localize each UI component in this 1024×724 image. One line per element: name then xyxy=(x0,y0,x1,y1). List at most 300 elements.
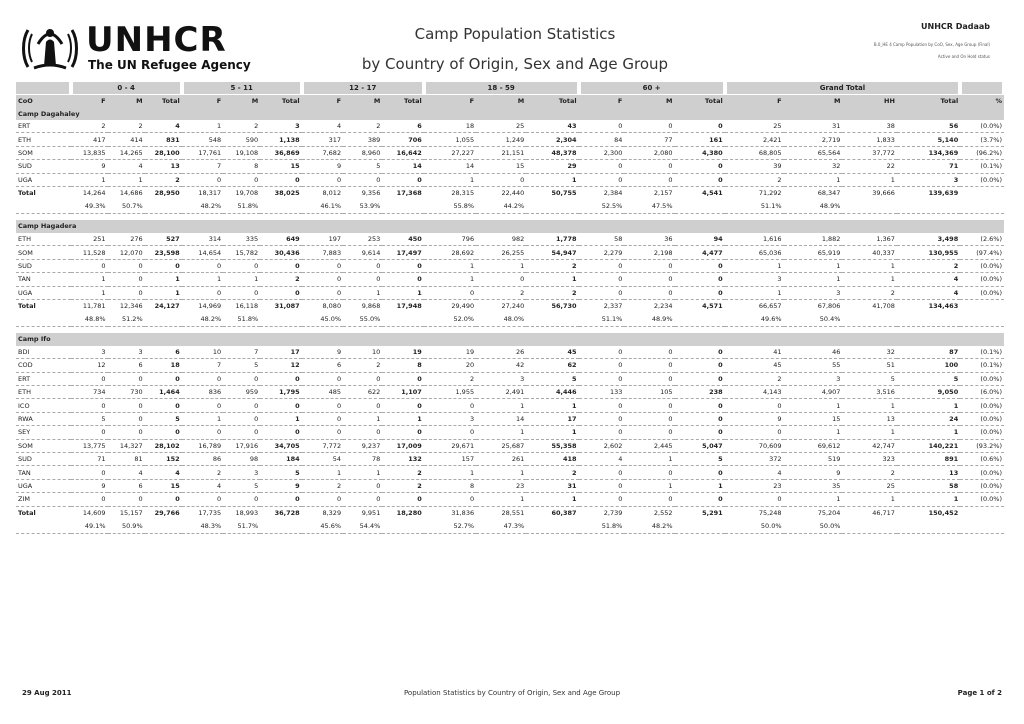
cell-value: 0 xyxy=(579,120,625,133)
percent-value: 44.2% xyxy=(476,200,526,214)
cell-value: 335 xyxy=(223,233,260,246)
cell-value: 1,795 xyxy=(260,386,301,399)
percent-value: 55.0% xyxy=(343,313,382,327)
percent-value: 55.8% xyxy=(424,200,476,214)
cell-value: (0.0%) xyxy=(960,493,1004,506)
cell-value: 0 xyxy=(145,426,182,439)
cell-value: 0 xyxy=(182,399,223,412)
spacer-cell xyxy=(16,533,1004,540)
cell-value: 0 xyxy=(223,259,260,272)
group-grand-total: Grand Total xyxy=(725,82,961,95)
cell-value: 0 xyxy=(302,273,343,286)
cell-value: 0 xyxy=(302,493,343,506)
cell-value: 9 xyxy=(71,479,108,492)
total-value: 28,551 xyxy=(501,509,525,518)
cell-value: 4 xyxy=(897,273,960,286)
cell-value: 3,498 xyxy=(897,233,960,246)
cell-value: 27,227 xyxy=(424,146,476,159)
cell-value: 5 xyxy=(145,412,182,425)
country-code: UGA xyxy=(16,479,71,492)
status-filter: Active and On Hold status xyxy=(937,54,990,59)
cell-value: 0 xyxy=(579,359,625,372)
cell-value: 0 xyxy=(579,160,625,173)
cell-value: 39 xyxy=(725,160,784,173)
cell-value: 0 xyxy=(382,426,423,439)
col-total: Total xyxy=(675,95,725,108)
cell-value: 1 xyxy=(897,399,960,412)
cell-value: 15 xyxy=(476,160,526,173)
total-value: 29,490 xyxy=(451,302,475,311)
cell-value: 15,782 xyxy=(223,246,260,259)
cell-value: 10 xyxy=(343,346,382,359)
cell-value: 1 xyxy=(145,273,182,286)
cell-value: 81 xyxy=(108,453,145,466)
cell-value: 3 xyxy=(71,346,108,359)
cell-value: 21,151 xyxy=(476,146,526,159)
cell-value: 7,883 xyxy=(302,246,343,259)
cell-value: 4 xyxy=(145,120,182,133)
cell-value: 317 xyxy=(302,133,343,146)
country-code: SUD xyxy=(16,259,71,272)
cell-value: 1,138 xyxy=(260,133,301,146)
cell-value: 1 xyxy=(842,173,897,186)
cell-value: 2 xyxy=(343,120,382,133)
total-value: 17,948 xyxy=(396,302,422,311)
cell-value: (0.1%) xyxy=(960,359,1004,372)
percent-value: 49.3% xyxy=(71,200,108,214)
cell-value: 2,491 xyxy=(476,386,526,399)
report-subtitle: by Country of Origin, Sex and Age Group xyxy=(361,55,669,73)
total-value: 5,291 xyxy=(702,509,723,518)
unhcr-emblem-icon xyxy=(20,22,80,72)
cell-value: 1 xyxy=(145,286,182,299)
cell-value: 15 xyxy=(145,479,182,492)
table-row xyxy=(16,233,1004,246)
cell-value: 1 xyxy=(182,412,223,425)
cell-value: 1 xyxy=(526,399,578,412)
cell-value: 0 xyxy=(579,493,625,506)
cell-value: (0.0%) xyxy=(960,173,1004,186)
cell-value: 0 xyxy=(675,493,725,506)
percent-value xyxy=(145,520,182,534)
table-row xyxy=(16,346,1004,359)
col-total: Total xyxy=(260,95,301,108)
cell-value: 0 xyxy=(675,173,725,186)
cell-value: 45 xyxy=(725,359,784,372)
cell-value: 2 xyxy=(526,466,578,479)
cell-value: 32 xyxy=(842,346,897,359)
col-f: F xyxy=(182,95,223,108)
cell-value: 36 xyxy=(624,233,674,246)
group-blank xyxy=(16,82,71,95)
total-value: 14,609 xyxy=(82,509,106,518)
cell-value: 4,477 xyxy=(675,246,725,259)
cell-value: 31 xyxy=(784,120,843,133)
cell-value: 29,671 xyxy=(424,439,476,452)
cell-value: 9,237 xyxy=(343,439,382,452)
total-value: 60,387 xyxy=(551,509,577,518)
cell-value: 1,249 xyxy=(476,133,526,146)
cell-value: 1 xyxy=(424,173,476,186)
percent-value xyxy=(526,200,578,214)
total-value: 28,950 xyxy=(154,189,180,198)
cell-value: 0 xyxy=(675,346,725,359)
group-12-17: 12 - 17 xyxy=(302,82,424,95)
cell-value: 1,464 xyxy=(145,386,182,399)
cell-value: (0.0%) xyxy=(960,466,1004,479)
cell-value: 140,221 xyxy=(897,439,960,452)
cell-value: 45 xyxy=(526,346,578,359)
table-row xyxy=(16,273,1004,286)
cell-value: 0 xyxy=(223,286,260,299)
cell-value: 0 xyxy=(71,259,108,272)
cell-value: 734 xyxy=(71,386,108,399)
report-code: B.0_HE 4 Camp Population by CoO, Sex, Age Group (Final) xyxy=(873,42,990,47)
cell-value: 3 xyxy=(223,466,260,479)
country-code: SUD xyxy=(16,160,71,173)
cell-value: 590 xyxy=(223,133,260,146)
cell-value: 9 xyxy=(302,160,343,173)
cell-value: 46 xyxy=(784,346,843,359)
cell-value: 1 xyxy=(842,273,897,286)
cell-value: 9 xyxy=(71,160,108,173)
cell-value: 1 xyxy=(526,173,578,186)
cell-value: 0 xyxy=(382,259,423,272)
cell-value: 2 xyxy=(526,259,578,272)
country-code: UGA xyxy=(16,286,71,299)
percent-value: 45.6% xyxy=(302,520,343,534)
cell-value: 10 xyxy=(182,346,223,359)
logo-name: UNHCR xyxy=(86,20,227,60)
cell-value: 17,761 xyxy=(182,146,223,159)
cell-value: 36,869 xyxy=(260,146,301,159)
cell-value: 0 xyxy=(260,493,301,506)
cell-value: 238 xyxy=(675,386,725,399)
cell-value: 1 xyxy=(382,286,423,299)
cell-value: 2,421 xyxy=(725,133,784,146)
cell-value: 0 xyxy=(424,286,476,299)
cell-value: 20 xyxy=(424,359,476,372)
cell-value: 9 xyxy=(784,466,843,479)
total-value xyxy=(960,186,1004,200)
cell-value: 5 xyxy=(223,359,260,372)
table-row xyxy=(16,439,1004,452)
cell-value: 3 xyxy=(476,372,526,385)
cell-value: 0 xyxy=(71,399,108,412)
cell-value: 1 xyxy=(842,259,897,272)
cell-value: 1 xyxy=(424,273,476,286)
cell-value: 1 xyxy=(71,286,108,299)
cell-value: 527 xyxy=(145,233,182,246)
cell-value: 5 xyxy=(675,453,725,466)
cell-value: 9,614 xyxy=(343,246,382,259)
cell-value: 8 xyxy=(424,479,476,492)
cell-value: (93.2%) xyxy=(960,439,1004,452)
country-code: SOM xyxy=(16,146,71,159)
cell-value: 7,772 xyxy=(302,439,343,452)
cell-value: 2 xyxy=(343,359,382,372)
country-code: ETH xyxy=(16,133,71,146)
cell-value: 0 xyxy=(725,493,784,506)
total-value: 12,346 xyxy=(119,302,143,311)
cell-value: 0 xyxy=(302,173,343,186)
cell-value: 1 xyxy=(725,259,784,272)
cell-value: 6 xyxy=(108,479,145,492)
country-code: ICO xyxy=(16,399,71,412)
total-value: 56,730 xyxy=(551,302,577,311)
cell-value: 15 xyxy=(260,160,301,173)
cell-value: 1 xyxy=(476,493,526,506)
camp-percent-row xyxy=(16,313,1004,327)
cell-value: 485 xyxy=(302,386,343,399)
camp-header-row xyxy=(16,333,1004,346)
percent-value: 48.9% xyxy=(784,200,843,214)
cell-value: 70,609 xyxy=(725,439,784,452)
cell-value: 1 xyxy=(382,412,423,425)
cell-value: 15 xyxy=(784,412,843,425)
cell-value: 1 xyxy=(897,426,960,439)
total-value: 46,717 xyxy=(872,509,895,518)
col-total: Total xyxy=(382,95,423,108)
cell-value: 4 xyxy=(725,466,784,479)
cell-value: 1 xyxy=(223,273,260,286)
cell-value: 24 xyxy=(897,412,960,425)
total-value: 14,686 xyxy=(119,189,143,198)
total-value: 28,315 xyxy=(451,189,475,198)
percent-value xyxy=(526,313,578,327)
cell-value: 0 xyxy=(182,372,223,385)
total-value: 4,571 xyxy=(702,302,723,311)
cell-value: 23 xyxy=(476,479,526,492)
cell-value: 14 xyxy=(382,160,423,173)
total-value: 139,639 xyxy=(928,189,959,198)
cell-value: 5 xyxy=(842,372,897,385)
cell-value: 2 xyxy=(382,466,423,479)
cell-value: 3 xyxy=(784,286,843,299)
percent-value: 51.8% xyxy=(223,200,260,214)
cell-value: 0 xyxy=(71,466,108,479)
cell-value: 4,907 xyxy=(784,386,843,399)
percent-value: 50.9% xyxy=(108,520,145,534)
cell-value: 9 xyxy=(260,479,301,492)
total-value: 17,735 xyxy=(198,509,222,518)
cell-value: 1 xyxy=(343,412,382,425)
cell-value: 0 xyxy=(675,273,725,286)
cell-value: 5 xyxy=(526,372,578,385)
cell-value: 58 xyxy=(897,479,960,492)
cell-value: 0 xyxy=(675,120,725,133)
total-value xyxy=(960,506,1004,520)
cell-value: 0 xyxy=(624,346,674,359)
cell-value: 1,367 xyxy=(842,233,897,246)
cell-value: 14 xyxy=(476,412,526,425)
table-row xyxy=(16,286,1004,299)
cell-value: 0 xyxy=(675,259,725,272)
cell-value: 0 xyxy=(675,359,725,372)
cell-value: (0.6%) xyxy=(960,453,1004,466)
total-value: 8,080 xyxy=(322,302,342,311)
col-total: Total xyxy=(526,95,578,108)
cell-value: 0 xyxy=(145,259,182,272)
cell-value: 8 xyxy=(223,160,260,173)
cell-value: 2 xyxy=(108,120,145,133)
total-value: 27,240 xyxy=(501,302,525,311)
total-value xyxy=(960,299,1004,313)
cell-value: 38 xyxy=(842,120,897,133)
cell-value: 17 xyxy=(260,346,301,359)
cell-value: 16,789 xyxy=(182,439,223,452)
percent-value: 51.2% xyxy=(108,313,145,327)
cell-value: 3 xyxy=(725,273,784,286)
camp-percent-row xyxy=(16,200,1004,214)
total-value: 2,157 xyxy=(653,189,673,198)
cell-value: 48,378 xyxy=(526,146,578,159)
cell-value: 0 xyxy=(476,173,526,186)
cell-value: 0 xyxy=(108,426,145,439)
total-value: 39,666 xyxy=(872,189,895,198)
cell-value: 161 xyxy=(675,133,725,146)
cell-value: 12,070 xyxy=(108,246,145,259)
col-hh: HH xyxy=(842,95,897,108)
table-row xyxy=(16,173,1004,186)
cell-value: 1,107 xyxy=(382,386,423,399)
col-total: Total xyxy=(897,95,960,108)
cell-value: 16,642 xyxy=(382,146,423,159)
percent-value xyxy=(145,200,182,214)
col-f: F xyxy=(71,95,108,108)
total-value: 38,025 xyxy=(274,189,300,198)
cell-value: 0 xyxy=(108,259,145,272)
percent-value xyxy=(382,200,423,214)
country-code: SEY xyxy=(16,426,71,439)
percent-value: 48.3% xyxy=(182,520,223,534)
cell-value: 1 xyxy=(897,493,960,506)
cell-value: 71 xyxy=(71,453,108,466)
cell-value: 17,497 xyxy=(382,246,423,259)
percent-value: 52.5% xyxy=(579,200,625,214)
cell-value: 0 xyxy=(725,399,784,412)
cell-value: 134,369 xyxy=(897,146,960,159)
cell-value: 0 xyxy=(579,399,625,412)
table-row xyxy=(16,160,1004,173)
cell-value: 152 xyxy=(145,453,182,466)
cell-value: 26 xyxy=(476,346,526,359)
cell-value: 0 xyxy=(182,493,223,506)
total-value: 4,541 xyxy=(702,189,723,198)
cell-value: 0 xyxy=(382,173,423,186)
cell-value: 22 xyxy=(842,160,897,173)
cell-value: 0 xyxy=(223,372,260,385)
cell-value: 0 xyxy=(476,273,526,286)
total-value: 68,347 xyxy=(817,189,841,198)
camp-percent-row xyxy=(16,520,1004,534)
col-m: M xyxy=(476,95,526,108)
cell-value: 0 xyxy=(182,173,223,186)
cell-value: 450 xyxy=(382,233,423,246)
percent-value: 46.1% xyxy=(302,200,343,214)
cell-value: 41 xyxy=(725,346,784,359)
cell-value: 831 xyxy=(145,133,182,146)
camp-name: Camp Dagahaley xyxy=(16,107,1004,120)
cell-value: 3 xyxy=(424,412,476,425)
group-5-11: 5 - 11 xyxy=(182,82,302,95)
cell-value: 2 xyxy=(476,286,526,299)
cell-value: 276 xyxy=(108,233,145,246)
cell-value: 105 xyxy=(624,386,674,399)
cell-value: 0 xyxy=(624,466,674,479)
cell-value: 5,047 xyxy=(675,439,725,452)
country-code: RWA xyxy=(16,412,71,425)
country-code: ERT xyxy=(16,120,71,133)
cell-value: 1 xyxy=(476,399,526,412)
cell-value: 0 xyxy=(579,479,625,492)
percent-value: 53.9% xyxy=(343,200,382,214)
cell-value: 17,916 xyxy=(223,439,260,452)
org-name: UNHCR Dadaab xyxy=(921,22,990,31)
cell-value: 8,960 xyxy=(343,146,382,159)
cell-value: (97.4%) xyxy=(960,246,1004,259)
country-code: ETH xyxy=(16,233,71,246)
camp-header-row xyxy=(16,220,1004,233)
percent-value: 51.1% xyxy=(579,313,625,327)
cell-value: 77 xyxy=(624,133,674,146)
cell-value: 12 xyxy=(71,359,108,372)
cell-value: 100 xyxy=(897,359,960,372)
cell-value: 19 xyxy=(424,346,476,359)
percent-value xyxy=(260,200,301,214)
cell-value: 0 xyxy=(675,412,725,425)
cell-value: 959 xyxy=(223,386,260,399)
cell-value: 0 xyxy=(302,426,343,439)
cell-value: 0 xyxy=(579,466,625,479)
cell-value: 65,036 xyxy=(725,246,784,259)
percent-blank xyxy=(16,200,71,214)
camp-name: Camp Hagadera xyxy=(16,220,1004,233)
cell-value: 56 xyxy=(897,120,960,133)
cell-value: 0 xyxy=(579,426,625,439)
cell-value: 0 xyxy=(624,160,674,173)
cell-value: 30,436 xyxy=(260,246,301,259)
percent-value xyxy=(960,200,1004,214)
cell-value: 0 xyxy=(343,259,382,272)
cell-value: 0 xyxy=(579,259,625,272)
cell-value: 6 xyxy=(145,346,182,359)
cell-value: 2 xyxy=(223,120,260,133)
cell-value: (0.1%) xyxy=(960,346,1004,359)
cell-value: 2 xyxy=(526,286,578,299)
cell-value: 133 xyxy=(579,386,625,399)
country-code: ERT xyxy=(16,372,71,385)
percent-value: 48.0% xyxy=(476,313,526,327)
cell-value: 25 xyxy=(842,479,897,492)
cell-value: 13,775 xyxy=(71,439,108,452)
cell-value: 0 xyxy=(71,493,108,506)
total-value: 18,993 xyxy=(235,509,259,518)
cell-value: 2,602 xyxy=(579,439,625,452)
cell-value: 43 xyxy=(526,120,578,133)
cell-value: (6.0%) xyxy=(960,386,1004,399)
cell-value: 0 xyxy=(343,273,382,286)
cell-value: 2 xyxy=(182,466,223,479)
cell-value: 94 xyxy=(675,233,725,246)
cell-value: 649 xyxy=(260,233,301,246)
percent-value: 50.0% xyxy=(725,520,784,534)
cell-value: 0 xyxy=(382,493,423,506)
cell-value: 4,446 xyxy=(526,386,578,399)
col-f: F xyxy=(424,95,476,108)
total-value: 15,157 xyxy=(119,509,143,518)
cell-value: 1 xyxy=(784,173,843,186)
